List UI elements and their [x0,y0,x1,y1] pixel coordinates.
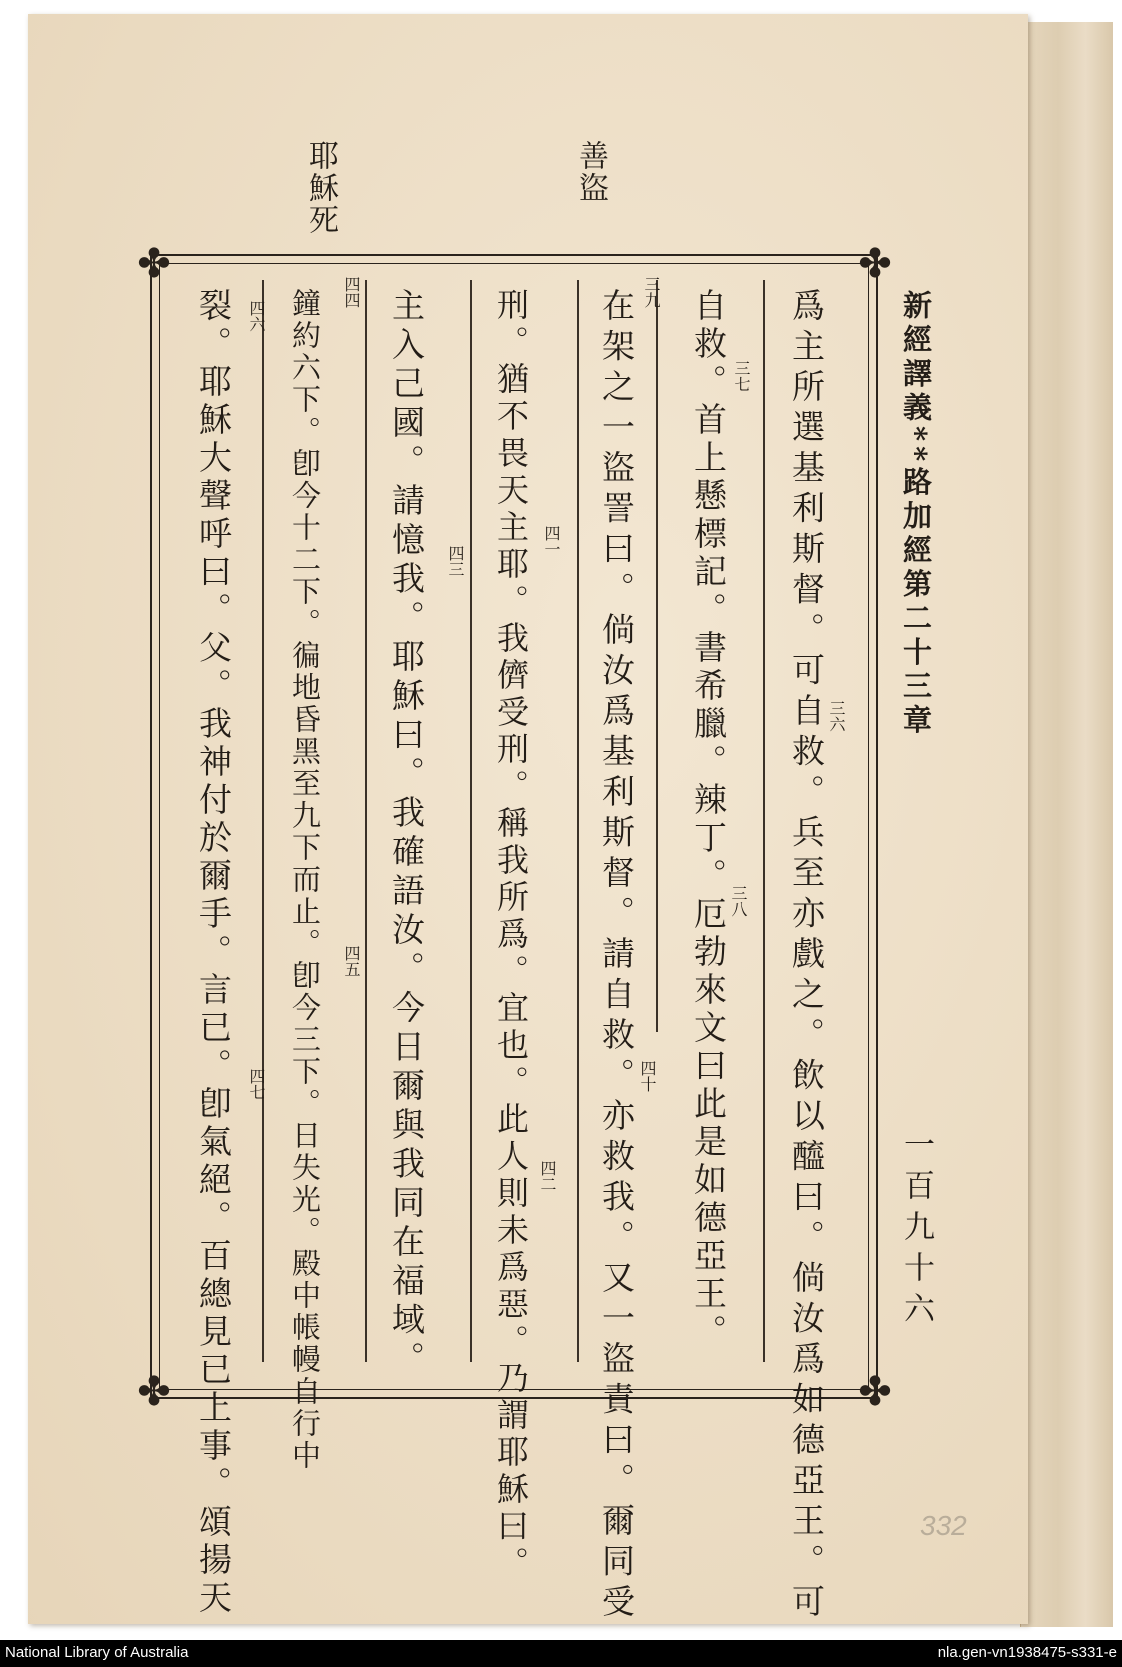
verse-number: 四五 [342,945,361,977]
verse-number: 三七 [732,360,751,392]
corner-ornament-icon: ✤ [858,1369,892,1415]
margin-note-good-thief: 善盜 [573,140,608,204]
text-column-7: 裂。耶穌大聲呼曰。父。我神付於爾手。言已。卽氣絕。百總見已上事。頌揚天 [194,288,233,1618]
verse-number: 三六 [827,700,846,732]
column-rule [656,280,658,1032]
page-edges [1020,22,1113,1627]
column-rule [365,280,367,1362]
footer-bar [0,1640,1122,1667]
verse-number: 四六 [247,300,266,332]
verse-number: 四一 [542,525,561,557]
footer-library-name: National Library of Australia [5,1644,189,1661]
running-title: 新經譯義**路加經第二十三章 [899,290,933,739]
corner-ornament-icon: ✤ [137,1369,171,1415]
verse-number: 三九 [642,276,661,308]
column-rule [262,280,264,1362]
text-column-5: 主入己國。請憶我。耶穌曰。我確語汝。今日爾與我同在福域。 [387,288,426,1380]
text-column-2: 自救。首上懸標記。書希臘。辣丁。厄勃來文曰此是如德亞王。 [689,288,728,1352]
corner-ornament-icon: ✤ [137,241,171,287]
verse-number: 四十 [638,1060,657,1092]
verse-number: 三八 [729,885,748,917]
text-column-1: 爲主所選基利斯督。可自救。兵至亦戲之。飲以醯曰。倘汝爲如德亞王。可 [787,288,826,1625]
verse-number: 四二 [538,1160,557,1192]
column-rule [470,280,472,1362]
text-column-4: 刑。猶不畏天主耶。我儕受刑。稱我所爲。宜也。此人則未爲惡。乃謂耶穌曰。 [492,288,530,1583]
page-number: 一百九十六 [898,1128,934,1333]
corner-ornament-icon: ✤ [858,241,892,287]
text-column-6: 鐘約六下。卽今十二下。徧地昏黑至九下而止。卽今三下。日失光。殿中帳幔自行中 [288,288,322,1472]
footer-record-id: nla.gen-vn1938475-s331-e [937,1644,1117,1661]
verse-number: 四四 [342,276,361,308]
text-column-3: 在架之一盜詈曰。倘汝爲基利斯督。請自救。亦救我。又一盜責曰。爾同受 [597,288,636,1625]
column-rule [577,280,579,1362]
pencil-mark: 332 [920,1510,967,1541]
verse-number: 四三 [446,545,465,577]
verse-number: 四七 [247,1068,266,1100]
column-rule [763,280,765,1362]
margin-note-jesus-dies: 耶穌死 [303,140,338,236]
